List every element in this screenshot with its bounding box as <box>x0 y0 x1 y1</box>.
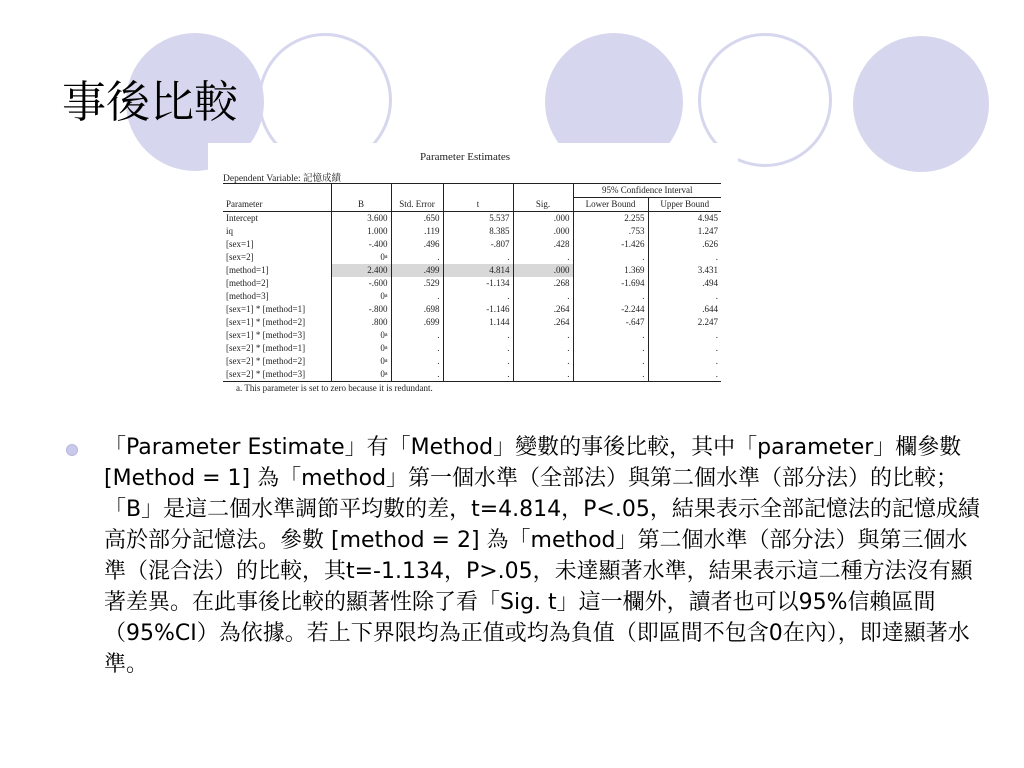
cell-t-value: 4.814 <box>489 265 510 275</box>
cell-t <box>443 368 513 382</box>
cell-b-value: 1.000 <box>367 226 388 236</box>
cell-std-error-value: . <box>437 369 440 379</box>
slide-title: 事後比較 <box>62 77 238 128</box>
cell-t-value: . <box>507 343 510 353</box>
cell-b-value: .800 <box>371 317 388 327</box>
cell-upper-bound-value: .644 <box>702 304 718 314</box>
cell-t-value: -1.146 <box>486 304 510 314</box>
cell-parameter <box>223 342 331 355</box>
cell-b-value: 3.600 <box>367 213 388 223</box>
cell-lower-bound-value: .753 <box>628 226 645 236</box>
cell-upper-bound-value: .626 <box>702 239 718 249</box>
cell-sig <box>513 264 573 277</box>
cell-lower-bound <box>573 251 648 264</box>
cell-parameter-value: [sex=1] * [method=2] <box>226 317 306 327</box>
cell-lower-bound <box>573 212 648 226</box>
cell-parameter <box>223 277 331 290</box>
cell-b <box>331 355 391 368</box>
cell-upper-bound-value: 1.247 <box>697 226 718 236</box>
cell-sig <box>513 290 573 303</box>
cell-t <box>443 251 513 264</box>
redundant-marker: a <box>384 254 388 260</box>
cell-upper-bound <box>648 342 721 355</box>
cell-std-error <box>391 212 443 226</box>
cell-sig-value: . <box>567 330 570 340</box>
cell-b-value: 2.400 <box>367 265 388 275</box>
cell-upper-bound <box>648 225 721 238</box>
cell-parameter <box>223 212 331 226</box>
table-row <box>223 342 721 355</box>
cell-sig-value: .264 <box>553 304 570 314</box>
cell-t <box>443 277 513 290</box>
cell-std-error <box>391 238 443 251</box>
cell-parameter-value: [sex=1] * [method=1] <box>226 304 306 314</box>
cell-b <box>331 212 391 226</box>
cell-lower-bound <box>573 342 648 355</box>
cell-sig <box>513 238 573 251</box>
cell-parameter <box>223 368 331 382</box>
cell-upper-bound-value: . <box>715 252 718 262</box>
cell-t-value: . <box>507 330 510 340</box>
cell-parameter-value: [method=2] <box>226 278 269 288</box>
cell-parameter <box>223 316 331 329</box>
cell-std-error-value: . <box>437 330 440 340</box>
cell-b <box>331 342 391 355</box>
redundant-marker: a <box>384 332 388 338</box>
cell-upper-bound <box>648 316 721 329</box>
cell-lower-bound-value: 2.255 <box>624 213 645 223</box>
cell-sig-value: .428 <box>553 239 570 249</box>
table-row <box>223 303 721 316</box>
cell-parameter <box>223 355 331 368</box>
cell-t-value: -.807 <box>490 239 510 249</box>
cell-sig-value: . <box>567 356 570 366</box>
cell-b-value: 0 <box>380 369 385 379</box>
cell-std-error-value: .499 <box>423 265 440 275</box>
redundant-marker: a <box>384 371 388 377</box>
table-row <box>223 329 721 342</box>
cell-lower-bound <box>573 316 648 329</box>
header-blank <box>331 184 391 198</box>
cell-b <box>331 238 391 251</box>
header-parameter: Parameter <box>223 198 331 212</box>
cell-lower-bound-value: -1.694 <box>621 278 645 288</box>
cell-parameter <box>223 238 331 251</box>
cell-std-error <box>391 316 443 329</box>
cell-upper-bound-value: . <box>715 356 718 366</box>
cell-parameter <box>223 329 331 342</box>
cell-b <box>331 368 391 382</box>
cell-lower-bound <box>573 290 648 303</box>
cell-t <box>443 212 513 226</box>
bullet-icon <box>66 444 78 456</box>
cell-upper-bound-value: . <box>715 330 718 340</box>
cell-sig <box>513 329 573 342</box>
cell-parameter-value: [sex=2] * [method=3] <box>226 369 306 379</box>
table-row <box>223 264 721 277</box>
explanation-text: 「Parameter Estimate」有「Method」變數的事後比較，其中「parameter」欄參數 [Method = 1] 為「method」第一個水準（全部法）與第二個水準（部分法）的比較；「B」是這二個水準調節平均數的差，t=4.814，P<.05，結果表示全部記憶法的記憶成績高於部分記憶法。參數 [method = 2] 為「method」第二個水準（部分法）與第三個水準（混合法）的比較，其t=-1.134，P>.05，未達顯著水準，結果表示這二種方法沒有顯著差異。在此事後比較的顯著性除了看「Sig. t」這一欄外，讀者也可以95%信賴區間（95%CI）為依據。若上下界限均為正值或均為負值（即區間不包含0在內），即達顯著水準。 <box>104 435 980 677</box>
cell-upper-bound-value: . <box>715 369 718 379</box>
parameter-estimates-table <box>208 143 738 398</box>
cell-t-value: 8.385 <box>489 226 510 236</box>
cell-lower-bound <box>573 238 648 251</box>
cell-t-value: 1.144 <box>489 317 510 327</box>
cell-b-value: -.600 <box>368 278 388 288</box>
cell-b <box>331 290 391 303</box>
cell-sig <box>513 303 573 316</box>
cell-upper-bound <box>648 251 721 264</box>
cell-sig <box>513 355 573 368</box>
cell-std-error <box>391 277 443 290</box>
cell-lower-bound-value: . <box>642 356 645 366</box>
cell-sig <box>513 316 573 329</box>
cell-t <box>443 290 513 303</box>
cell-std-error <box>391 368 443 382</box>
cell-upper-bound <box>648 355 721 368</box>
cell-std-error-value: .529 <box>423 278 440 288</box>
cell-parameter-value: [sex=1] * [method=3] <box>226 330 306 340</box>
cell-t <box>443 264 513 277</box>
cell-t <box>443 355 513 368</box>
cell-parameter-value: [method=3] <box>226 291 269 301</box>
cell-b <box>331 303 391 316</box>
cell-b-value: 0 <box>380 330 385 340</box>
cell-std-error-value: . <box>437 291 440 301</box>
table-row <box>223 355 721 368</box>
cell-upper-bound <box>648 368 721 382</box>
cell-sig <box>513 251 573 264</box>
cell-upper-bound-value: . <box>715 343 718 353</box>
cell-parameter <box>223 264 331 277</box>
cell-parameter-value: [sex=2] <box>226 252 254 262</box>
cell-sig <box>513 277 573 290</box>
cell-t-value: -1.134 <box>486 278 510 288</box>
cell-parameter <box>223 225 331 238</box>
dependent-variable-label: Dependent Variable: 記憶成績 <box>223 174 342 184</box>
ci-header: 95% Confidence Interval <box>573 184 721 198</box>
cell-t <box>443 225 513 238</box>
cell-std-error <box>391 303 443 316</box>
cell-parameter-value: [sex=2] * [method=2] <box>226 356 306 366</box>
cell-lower-bound <box>573 225 648 238</box>
cell-upper-bound <box>648 329 721 342</box>
table-row <box>223 238 721 251</box>
table-row <box>223 290 721 303</box>
header-lower-bound: Lower Bound <box>573 198 648 212</box>
cell-t <box>443 316 513 329</box>
cell-upper-bound <box>648 277 721 290</box>
cell-b <box>331 277 391 290</box>
cell-std-error-value: .496 <box>423 239 440 249</box>
cell-b <box>331 316 391 329</box>
cell-lower-bound <box>573 329 648 342</box>
table-row <box>223 225 721 238</box>
cell-lower-bound-value: . <box>642 330 645 340</box>
cell-t-value: . <box>507 356 510 366</box>
header-t: t <box>443 198 513 212</box>
header-upper-bound: Upper Bound <box>660 199 710 209</box>
cell-std-error <box>391 329 443 342</box>
cell-upper-bound <box>648 238 721 251</box>
cell-sig-value: .000 <box>553 265 570 275</box>
cell-upper-bound <box>648 303 721 316</box>
header-blank <box>513 184 573 198</box>
table-row <box>223 212 721 226</box>
cell-sig-value: . <box>567 343 570 353</box>
cell-lower-bound <box>573 368 648 382</box>
cell-std-error-value: .650 <box>423 213 440 223</box>
cell-std-error-value: . <box>437 252 440 262</box>
cell-sig-value: . <box>567 291 570 301</box>
cell-b-value: 0 <box>380 291 385 301</box>
cell-lower-bound <box>573 264 648 277</box>
cell-parameter <box>223 303 331 316</box>
cell-sig-value: . <box>567 369 570 379</box>
cell-std-error-value: . <box>437 343 440 353</box>
cell-std-error <box>391 251 443 264</box>
header-blank <box>223 184 331 198</box>
table-row <box>223 368 721 382</box>
cell-lower-bound <box>573 355 648 368</box>
cell-sig <box>513 212 573 226</box>
cell-t-value: . <box>507 369 510 379</box>
header-b: B <box>331 198 391 212</box>
cell-lower-bound-value: -2.244 <box>621 304 645 314</box>
cell-parameter-value: [sex=1] <box>226 239 254 249</box>
cell-std-error-value: . <box>437 356 440 366</box>
cell-std-error-value: .698 <box>423 304 440 314</box>
cell-b <box>331 264 391 277</box>
cell-sig <box>513 225 573 238</box>
cell-lower-bound <box>573 303 648 316</box>
cell-t <box>443 342 513 355</box>
table-row <box>223 251 721 264</box>
redundant-marker: a <box>384 358 388 364</box>
cell-upper-bound-value: 3.431 <box>697 265 718 275</box>
cell-std-error-value: .699 <box>423 317 440 327</box>
cell-sig <box>513 368 573 382</box>
cell-t-value: . <box>507 291 510 301</box>
cell-upper-bound-value: .494 <box>702 278 718 288</box>
cell-upper-bound <box>648 264 721 277</box>
cell-lower-bound-value: -.647 <box>625 317 645 327</box>
cell-upper-bound <box>648 212 721 226</box>
cell-lower-bound-value: . <box>642 343 645 353</box>
cell-std-error-value: .119 <box>424 226 440 236</box>
cell-std-error <box>391 225 443 238</box>
table-row <box>223 277 721 290</box>
cell-upper-bound-value: 4.945 <box>697 213 718 223</box>
cell-sig-value: .000 <box>553 226 570 236</box>
cell-std-error <box>391 290 443 303</box>
header-blank <box>443 184 513 198</box>
cell-lower-bound-value: . <box>642 252 645 262</box>
cell-upper-bound-value: . <box>715 291 718 301</box>
cell-lower-bound-value: -1.426 <box>621 239 645 249</box>
cell-t-value: 5.537 <box>489 213 510 223</box>
cell-sig-value: .264 <box>553 317 570 327</box>
cell-lower-bound-value: 1.369 <box>624 265 645 275</box>
header-std-error: Std. Error <box>391 198 443 212</box>
estimates-grid <box>223 183 721 382</box>
cell-lower-bound <box>573 277 648 290</box>
cell-std-error <box>391 264 443 277</box>
table-title: Parameter Estimates <box>419 151 511 163</box>
cell-b <box>331 225 391 238</box>
cell-t <box>443 329 513 342</box>
cell-b-value: 0 <box>380 356 385 366</box>
cell-parameter-value: [sex=2] * [method=1] <box>226 343 306 353</box>
cell-b <box>331 251 391 264</box>
decor-circle-5 <box>853 36 989 172</box>
cell-sig-value: . <box>567 252 570 262</box>
cell-parameter <box>223 251 331 264</box>
cell-parameter <box>223 290 331 303</box>
cell-t-value: . <box>507 252 510 262</box>
cell-lower-bound-value: . <box>642 291 645 301</box>
cell-lower-bound-value: . <box>642 369 645 379</box>
cell-upper-bound-value: 2.247 <box>697 317 718 327</box>
cell-sig <box>513 342 573 355</box>
cell-std-error <box>391 355 443 368</box>
cell-parameter-value: Intercept <box>226 213 258 223</box>
cell-parameter-value: [method=1] <box>226 265 269 275</box>
header-sig: Sig. <box>513 198 573 212</box>
cell-std-error <box>391 342 443 355</box>
header-blank <box>391 184 443 198</box>
cell-b-value: 0 <box>380 252 385 262</box>
cell-t <box>443 238 513 251</box>
redundant-marker: a <box>384 345 388 351</box>
cell-b-value: -.400 <box>368 239 388 249</box>
cell-parameter-value: iq <box>226 226 234 236</box>
table-footnote: a. This parameter is set to zero because it is redundant. <box>236 383 433 393</box>
redundant-marker: a <box>384 293 388 299</box>
cell-b <box>331 329 391 342</box>
cell-t <box>443 303 513 316</box>
cell-b-value: -.800 <box>368 304 388 314</box>
table-row <box>223 316 721 329</box>
cell-upper-bound <box>648 290 721 303</box>
cell-sig-value: .000 <box>553 213 570 223</box>
cell-sig-value: .268 <box>553 278 570 288</box>
cell-b-value: 0 <box>380 343 385 353</box>
